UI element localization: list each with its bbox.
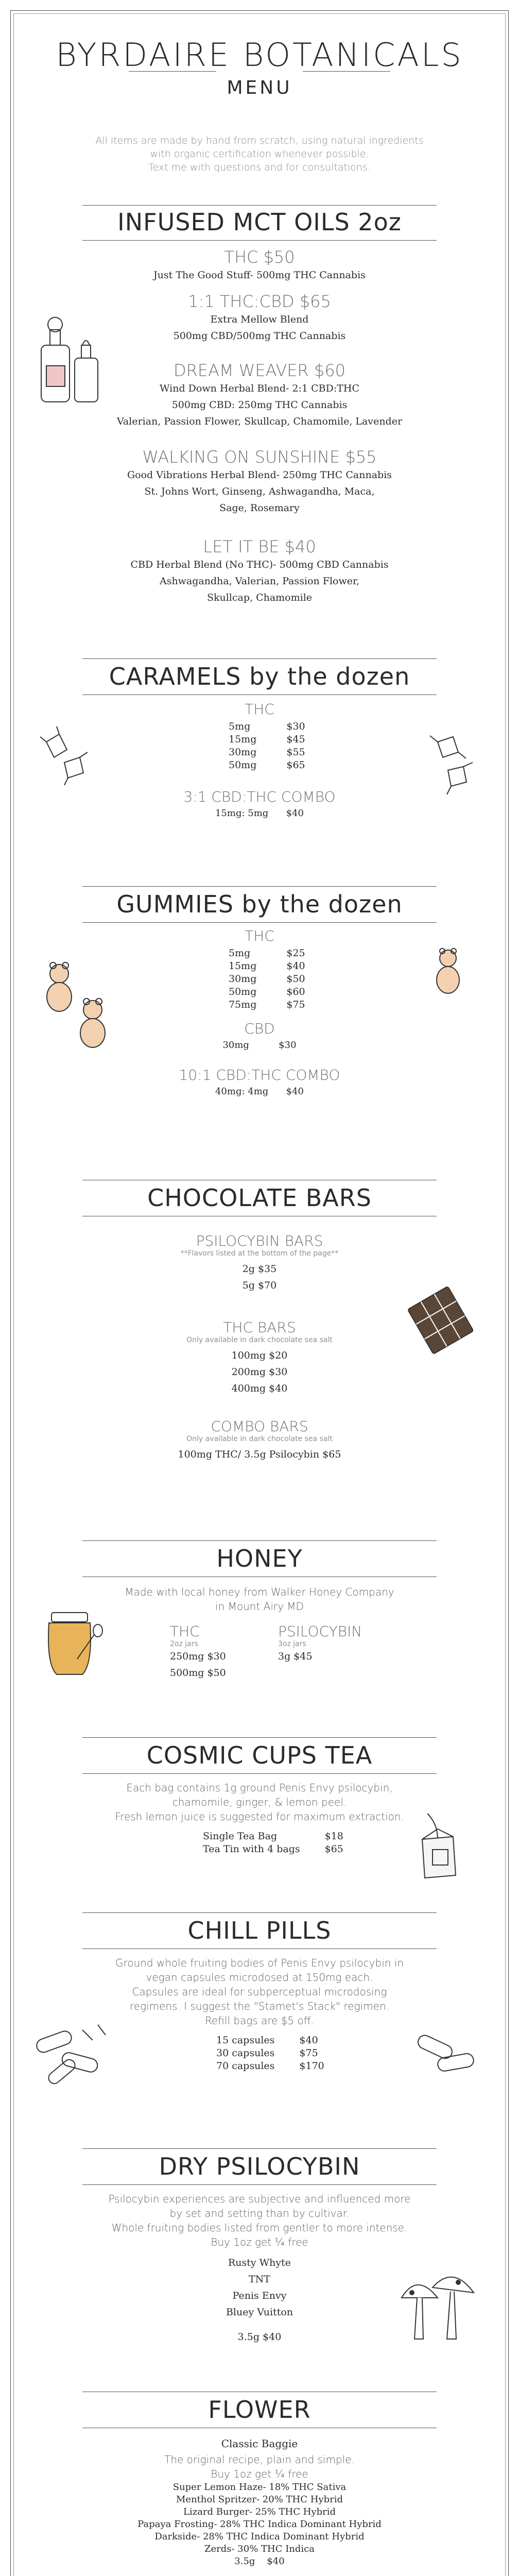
divider [82, 205, 437, 206]
gummy-bear-icon [422, 943, 474, 999]
table-row: 30 capsules $75 [216, 2047, 318, 2059]
table-row: 15mg $45 [229, 734, 305, 745]
table-row: 15 capsules $40 [216, 2035, 318, 2046]
tea-price-table [203, 1830, 353, 1856]
brand-title: BYRDAIRE BOTANICALS [56, 36, 463, 74]
chocolate-combo: COMBO BARS Only available in dark chocolate sea salt 100mg THC/ 3.5g Psilocybin $65 [178, 1418, 341, 1460]
chocolate-thc: THC BARS Only available in dark chocolate sea salt 100mg $20 200mg $30 400mg $40 [186, 1319, 333, 1394]
honey-description: Made with local honey from Walker Honey Company in Mount Airy MD [125, 1586, 394, 1613]
table-row: 50mg $60 [229, 986, 305, 997]
flower-classic-baggie: Classic Baggie The original recipe, plain and simple. Buy 1oz get ¼ free Super Lemon Haze- 18% THC Sativa Menthol Spritzer- 20% THC Hybrid Lizard Burger- 25% THC Hybrid Papaya Frosting- 28% THC Indica Dominant Hybrid Darkside- 28% THC Indica Dominant Hybrid Zerds- 30% THC Indica 3.5g $40 [137, 2437, 382, 2567]
section-title-tea: COSMIC CUPS TEA [146, 1741, 373, 1769]
table-row: 5mg $25 [229, 947, 305, 959]
section-title-dry: DRY PSILOCYBIN [159, 2153, 360, 2180]
mct-item-1to1: 1:1 THC:CBD $65 Extra Mellow Blend 500mg CBD/500mg THC Cannabis [173, 292, 346, 342]
mct-item-walking-on-sunshine: WALKING ON SUNSHINE $55 Good Vibrations Herbal Blend- 250mg THC Cannabis St. Johns Wort, Ginseng, Ashwagandha, Maca, Sage, Rosemary [127, 447, 392, 514]
table-row: 70 capsules $170 [216, 2060, 324, 2072]
intro-text: All items are made by hand from scratch, using natural ingredients with organic certification whenever possible. Text me with questions and for consultations. [95, 135, 424, 173]
divider [82, 1540, 437, 1541]
gummies-cbd: CBD 30mg $30 [222, 1020, 297, 1050]
pills-description: Ground whole fruiting bodies of Penis Envy psilocybin in vegan capsules microdosed at 150mg each. Capsules are ideal for subperceptual microdosing regimens. I suggest the "Stamet's Stack" regimen. Refill bags are $5 off. [115, 1957, 404, 2027]
chocolate-bar-icon [402, 1278, 484, 1360]
caramels-combo: 3:1 CBD:THC COMBO 15mg: 5mg $40 [183, 788, 336, 819]
section-title-chocolate: CHOCOLATE BARS [147, 1184, 372, 1212]
gummies-thc-table [229, 947, 315, 1011]
section-title-pills: CHILL PILLS [187, 1917, 332, 1944]
section-title-caramels: CARAMELS by the dozen [109, 663, 410, 690]
honey-psilocybin: PSILOCYBIN 3oz jars 3g $45 [278, 1623, 362, 1662]
honey-jar-icon [36, 1602, 108, 1690]
divider [82, 694, 437, 695]
menu-subtitle: MENU [227, 77, 292, 98]
divider [82, 886, 437, 887]
divider [82, 922, 437, 923]
mct-item-dream-weaver: DREAM WEAVER $60 Wind Down Herbal Blend- 2:1 CBD:THC 500mg CBD: 250mg THC Cannabis Valerian, Passion Flower, Skullcap, Chamomile, Lavender [116, 361, 403, 427]
table-row: 30mg $50 [229, 973, 305, 985]
dry-strain-list: Rusty Whyte TNT Penis Envy Bluey Vuitton 3.5g $40 [226, 2257, 293, 2343]
section-title-mct: INFUSED MCT OILS 2oz [117, 208, 402, 236]
tea-bag-icon [407, 1808, 479, 1886]
table-row: 15mg $40 [229, 960, 305, 972]
capsules-icon [407, 2020, 484, 2087]
caramels-thc-table [229, 720, 315, 772]
mushroom-icon [391, 2267, 479, 2349]
pills-price-table [216, 2034, 334, 2073]
gummy-bear-icon [36, 953, 118, 1056]
chocolate-psilocybin: PSILOCYBIN BARS **Flavors listed at the bottom of the page** 2g $35 5g $70 [180, 1232, 339, 1291]
table-row: 75mg $75 [229, 999, 305, 1010]
divider [82, 658, 437, 659]
table-row: 5mg $30 [229, 721, 305, 732]
caramel-candy-icon [36, 721, 93, 788]
divider [82, 1948, 437, 1949]
divider [82, 2184, 437, 2185]
divider [82, 1737, 437, 1738]
mct-item-let-it-be: LET IT BE $40 CBD Herbal Blend (No THC)- 500mg CBD Cannabis Ashwagandha, Valerian, Passion Flower, Skullcap, Chamomile [130, 537, 389, 603]
table-row: Tea Tin with 4 bags $65 [203, 1843, 343, 1855]
section-title-flower: FLOWER [208, 2396, 311, 2424]
divider [82, 1773, 437, 1774]
table-row: 50mg $65 [229, 759, 305, 771]
section-title-honey: HONEY [216, 1545, 303, 1572]
table-row: 30mg $55 [229, 747, 305, 758]
oil-bottles-icon [31, 309, 108, 412]
section-title-gummies: GUMMIES by the dozen [116, 890, 403, 918]
tea-description: Each bag contains 1g ground Penis Envy psilocybin, chamomile, ginger, & lemon peel. Fresh lemon juice is suggested for maximum extraction. [115, 1782, 404, 1823]
gummies-combo: 10:1 CBD:THC COMBO 40mg: 4mg $40 [179, 1066, 340, 1097]
divider [82, 2148, 437, 2149]
title-underline-left [129, 71, 216, 72]
table-row: Single Tea Bag $18 [203, 1831, 343, 1842]
dry-description: Psilocybin experiences are subjective and influenced more by set and setting than by cultivar. Whole fruiting bodies listed from gentler to more intense. Buy 1oz get ¼ free [108, 2193, 411, 2248]
mct-item-thc: THC $50 Just The Good Stuff- 500mg THC Cannabis [153, 247, 366, 281]
divider [82, 1912, 437, 1913]
title-underline-right [303, 71, 390, 72]
honey-thc: THC 2oz jars 250mg $30 500mg $50 [170, 1623, 226, 1679]
caramel-candy-icon [422, 726, 484, 799]
capsules-icon [31, 2020, 113, 2087]
divider [82, 240, 437, 241]
caramels-thc-label: THC [245, 701, 274, 718]
gummies-thc-label: THC [245, 927, 274, 944]
